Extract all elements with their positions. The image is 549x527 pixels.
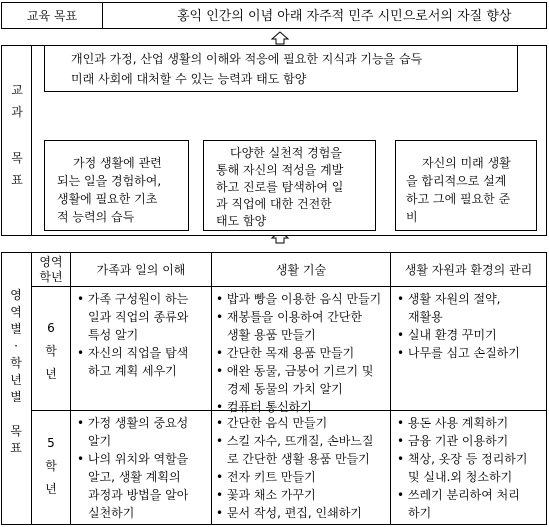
grade-6-label: 6 학 년 [45,321,57,381]
grade-table-col-line [31,252,32,525]
list-item: • 금융 기관 이용하기 [397,434,509,448]
up-arrow-icon [272,32,288,44]
sub-goal-3-line: 하고 그에 필요한 준 [406,192,511,206]
list-item: • 가족 구성원이 하는 일과 직업의 종류와 특성 알기 [77,292,189,342]
header-area-grade: 영역 학년 [39,254,63,284]
goal-text: 홍익 인간의 이념 아래 자주적 민주 시민으로서의 자질 향상 [177,9,512,24]
grade-table-col-line [211,252,212,525]
goal-label: 교육 목표 [26,9,78,23]
list-item: • 애완 동물, 금붕어 기르기 및 경제 동물의 가치 알기 [216,364,374,396]
sub-goal-box-1 [44,140,189,231]
grade-5-label: 5 학 년 [45,436,57,496]
overall-goal-line-1: 개인과 가정, 산업 생활의 이해와 적응에 필요한 지식과 기능을 습득 [71,52,423,66]
list-item: • 스킬 자수, 뜨개질, 손바느질 로 간단한 생활 용품 만들기 [216,434,374,466]
sub-goal-2-line: 다양한 실천적 경험을 [230,146,342,160]
grade-6-col3 [397,290,520,362]
sub-goal-box-2 [203,140,376,231]
list-item: • 실내 환경 꾸미기 [397,328,497,342]
list-item: • 책상, 옷장 등 정리하기 및 실내.외 청소하기 [397,452,528,484]
sub-goal-3-line: 비 [406,210,418,224]
grade-5-col1 [77,414,188,522]
list-item: • 가정 생활의 중요성 알기 [77,416,189,448]
grade-table-side-label: 영 역 별 · 학 년 별 목 표 [10,288,22,455]
subject-goal-divider [31,45,32,236]
list-item: • 나무를 심고 손질하기 [397,346,520,360]
subject-goal-side-label-top: 교 과 [11,83,23,119]
list-item: • 나의 위치와 역할을 알고, 생활 계획의 과정과 방법을 알아 실천하기 [77,452,189,520]
list-item: • 자신의 직업을 탐색 하고 계획 세우기 [77,346,189,378]
sub-goal-2-line: 통해 자신의 적성을 계발 [216,163,344,177]
list-item: • 밥과 빵을 이용한 음식 만들기 [216,292,382,306]
grade-table-col-line [70,252,71,525]
sub-goal-3-line: 자신의 미래 생활 [422,156,511,170]
subject-goal-side-label-bottom: 목 표 [11,151,23,187]
header-col2: 생활 기술 [275,263,327,277]
sub-goal-2-line: 태도 함양 [216,214,267,228]
sub-goal-1-line: 생활에 필요한 기초 [57,192,158,206]
sub-goal-2-line: 과 직업에 대한 건전한 [216,197,332,211]
list-item: • 용돈 사용 계획하기 [397,416,509,430]
list-item: • 쓰레기 분리하여 처리 하기 [397,488,520,520]
sub-goal-1-line: 되는 일을 경험하여, [57,174,162,188]
sub-goal-1-line: 적 능력의 습득 [57,210,135,224]
list-item: • 문서 작성, 편집, 인쇄하기 [216,506,362,520]
grade-table-row-line [31,286,547,287]
sub-goal-box-3 [395,140,537,231]
list-item: • 생활 자원의 절약, 재활용 [397,292,501,324]
grade-5-col2 [216,414,374,522]
list-item: • 꽃과 채소 가꾸기 [216,488,316,502]
sub-goal-1-line: 가정 생활에 관련 [73,156,162,170]
list-item: • 컴퓨터 통신하기 [216,400,312,414]
list-item: • 전자 키트 만들기 [216,470,316,484]
header-col3: 생활 자원과 환경의 관리 [404,263,533,277]
grade-5-col3 [397,414,528,522]
grade-table-col-line [390,252,391,525]
list-item: • 간단한 목재 용품 만들기 [216,346,355,360]
sub-goal-3-line: 을 합리적으로 설계 [406,174,507,188]
overall-goal-box [44,45,518,92]
grade-6-col2 [216,290,381,416]
list-item: • 재봉틀을 이용하여 간단한 생활 용품 만들기 [216,310,363,342]
header-col1: 가족과 일의 이해 [96,263,186,277]
grade-6-col1 [77,290,188,380]
sub-goal-2-line: 하고 진로를 탐색하여 일 [216,180,344,194]
list-item: • 간단한 음식 만들기 [216,416,328,430]
overall-goal-line-2: 미래 사회에 대처할 수 있는 능력과 태도 함양 [71,72,307,86]
